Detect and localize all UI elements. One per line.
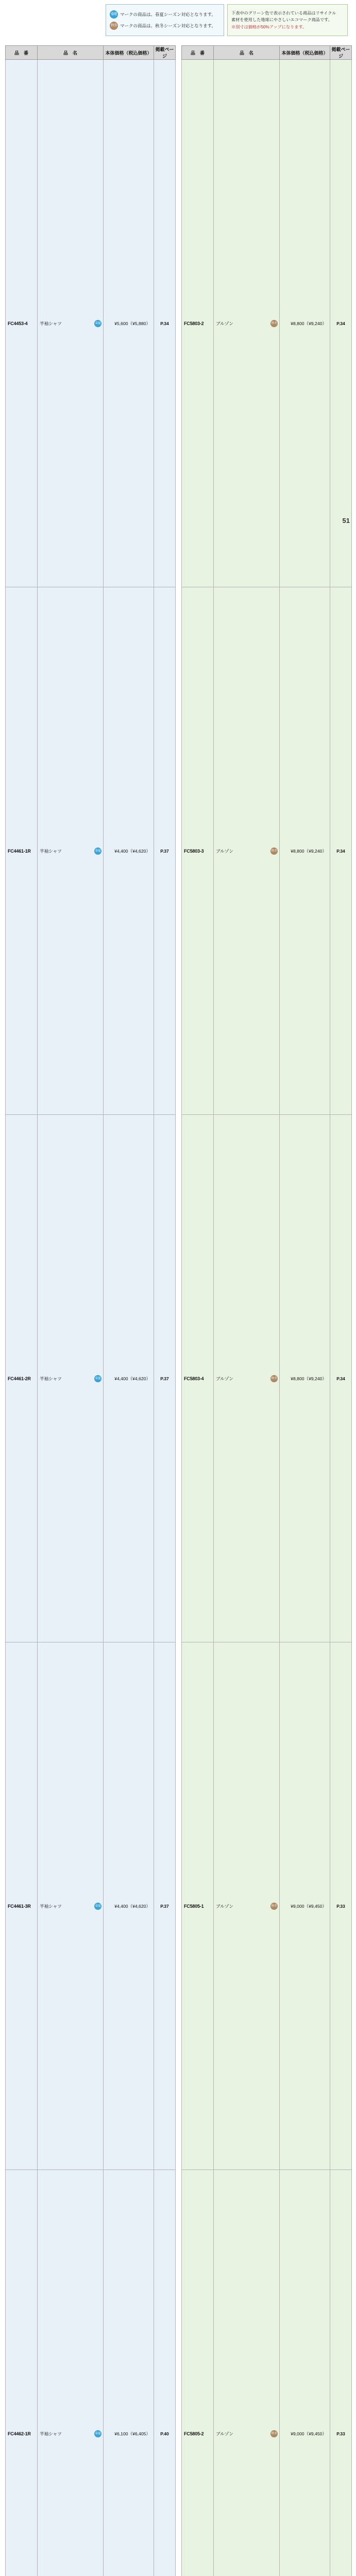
product-name-cell — [38, 1642, 104, 2170]
product-price: ¥8,800（¥9,240） — [280, 587, 330, 1115]
table-row — [6, 1642, 176, 2170]
catalog-page-ref: P.37 — [154, 587, 176, 1115]
price-tables — [5, 45, 351, 2576]
spring-mark-icon: 春夏 — [94, 1375, 101, 1382]
spring-mark-icon: 春夏 — [94, 2430, 101, 2437]
table-header-row — [182, 46, 352, 60]
autumn-mark-icon: 秋冬 — [270, 320, 278, 327]
header-code: 品 番 — [6, 46, 38, 60]
product-code: FC4461-1R — [6, 587, 38, 1115]
autumn-legend-text: マークの商品は、秋冬シーズン対応となります。 — [120, 23, 216, 29]
product-name-cell — [214, 587, 280, 1115]
product-name: 半袖シャツ — [40, 849, 62, 854]
catalog-page-ref: P.37 — [154, 1115, 176, 1642]
product-name-cell — [38, 2170, 104, 2576]
left-table-body — [6, 60, 176, 2576]
product-price: ¥9,000（¥9,450） — [280, 2170, 330, 2576]
catalog-page-ref: P.34 — [330, 60, 352, 587]
product-name: 半袖シャツ — [40, 1376, 62, 1381]
autumn-mark-icon: 秋冬 — [110, 22, 118, 30]
product-name: 半袖シャツ — [40, 1904, 62, 1909]
product-name-cell — [214, 1115, 280, 1642]
table-row — [6, 2170, 176, 2576]
autumn-mark-icon: 秋冬 — [270, 848, 278, 855]
product-name: ブルゾン — [216, 321, 233, 326]
spring-legend-text: マークの商品は、春夏シーズン対応となります。 — [120, 12, 216, 18]
product-price: ¥6,100（¥6,405） — [104, 2170, 154, 2576]
table-row — [182, 1115, 352, 1642]
catalog-price-list-page — [0, 0, 356, 528]
table-row — [182, 60, 352, 587]
spring-legend-line — [110, 10, 220, 19]
table-header-row — [6, 46, 176, 60]
product-name-cell — [214, 2170, 280, 2576]
spring-mark-icon: 春夏 — [94, 848, 101, 855]
autumn-mark-icon: 秋冬 — [270, 1903, 278, 1910]
product-code: FC4461-3R — [6, 1642, 38, 2170]
header-code: 品 番 — [182, 46, 214, 60]
product-code: FC5803-3 — [182, 587, 214, 1115]
catalog-page-ref: P.34 — [330, 1115, 352, 1642]
product-price: ¥9,000（¥9,450） — [280, 1642, 330, 2170]
header-page: 掲載ページ — [330, 46, 352, 60]
right-price-table — [181, 45, 352, 2576]
spring-mark-icon: 春夏 — [110, 10, 118, 19]
spring-mark-icon: 春夏 — [94, 1903, 101, 1910]
catalog-page-ref: P.34 — [330, 587, 352, 1115]
product-name: 半袖シャツ — [40, 321, 62, 326]
product-price: ¥4,400（¥4,620） — [104, 1115, 154, 1642]
season-legend-box — [106, 4, 224, 36]
table-row — [6, 587, 176, 1115]
header-price: 本体価格（税込価格） — [280, 46, 330, 60]
product-name: ブルゾン — [216, 1376, 233, 1381]
right-table-body — [182, 60, 352, 2576]
product-code: FC5803-2 — [182, 60, 214, 587]
product-price: ¥4,400（¥4,620） — [104, 587, 154, 1115]
spring-mark-icon: 春夏 — [94, 320, 101, 327]
product-price: ¥4,400（¥4,620） — [104, 1642, 154, 2170]
product-code: FC4461-2R — [6, 1115, 38, 1642]
page-number: 51 — [343, 517, 350, 524]
product-name-cell — [214, 1642, 280, 2170]
product-name-cell — [38, 587, 104, 1115]
product-name: ブルゾン — [216, 849, 233, 854]
product-code: FC5805-2 — [182, 2170, 214, 2576]
product-name: ブルゾン — [216, 1904, 233, 1909]
table-row — [6, 60, 176, 587]
product-name-cell — [214, 60, 280, 587]
product-name: 半袖シャツ — [40, 2431, 62, 2436]
eco-legend-note: ※別寸は価格が50%アップになります。 — [231, 24, 344, 30]
table-row — [182, 1642, 352, 2170]
product-code: FC4462-1R — [6, 2170, 38, 2576]
header-price: 本体価格（税込価格） — [104, 46, 154, 60]
eco-legend-line-1: 下表中のグリーン色で表示されている商品はリサイクル — [231, 10, 344, 16]
table-row — [6, 1115, 176, 1642]
header-page: 掲載ページ — [154, 46, 176, 60]
header-name: 品 名 — [214, 46, 280, 60]
autumn-mark-icon: 秋冬 — [270, 2430, 278, 2437]
product-code: FC5803-4 — [182, 1115, 214, 1642]
product-name-cell — [38, 1115, 104, 1642]
product-code: FC5805-1 — [182, 1642, 214, 2170]
product-price: ¥8,800（¥9,240） — [280, 1115, 330, 1642]
catalog-page-ref: P.37 — [154, 1642, 176, 2170]
eco-legend-line-2: 素材を使用した地球にやさしいエコマーク商品です。 — [231, 17, 344, 23]
autumn-legend-line — [110, 22, 220, 30]
catalog-page-ref: P.40 — [154, 2170, 176, 2576]
table-row — [182, 2170, 352, 2576]
left-price-table — [5, 45, 176, 2576]
product-name-cell — [38, 60, 104, 587]
eco-legend-box — [227, 4, 348, 36]
legend-area — [106, 4, 348, 36]
product-price: ¥8,800（¥9,240） — [280, 60, 330, 587]
product-price: ¥5,600（¥5,880） — [104, 60, 154, 587]
table-row — [182, 587, 352, 1115]
catalog-page-ref: P.33 — [330, 2170, 352, 2576]
autumn-mark-icon: 秋冬 — [270, 1375, 278, 1382]
product-name: ブルゾン — [216, 2431, 233, 2436]
header-name: 品 名 — [38, 46, 104, 60]
product-code: FC4453-4 — [6, 60, 38, 587]
catalog-page-ref: P.33 — [330, 1642, 352, 2170]
catalog-page-ref: P.34 — [154, 60, 176, 587]
